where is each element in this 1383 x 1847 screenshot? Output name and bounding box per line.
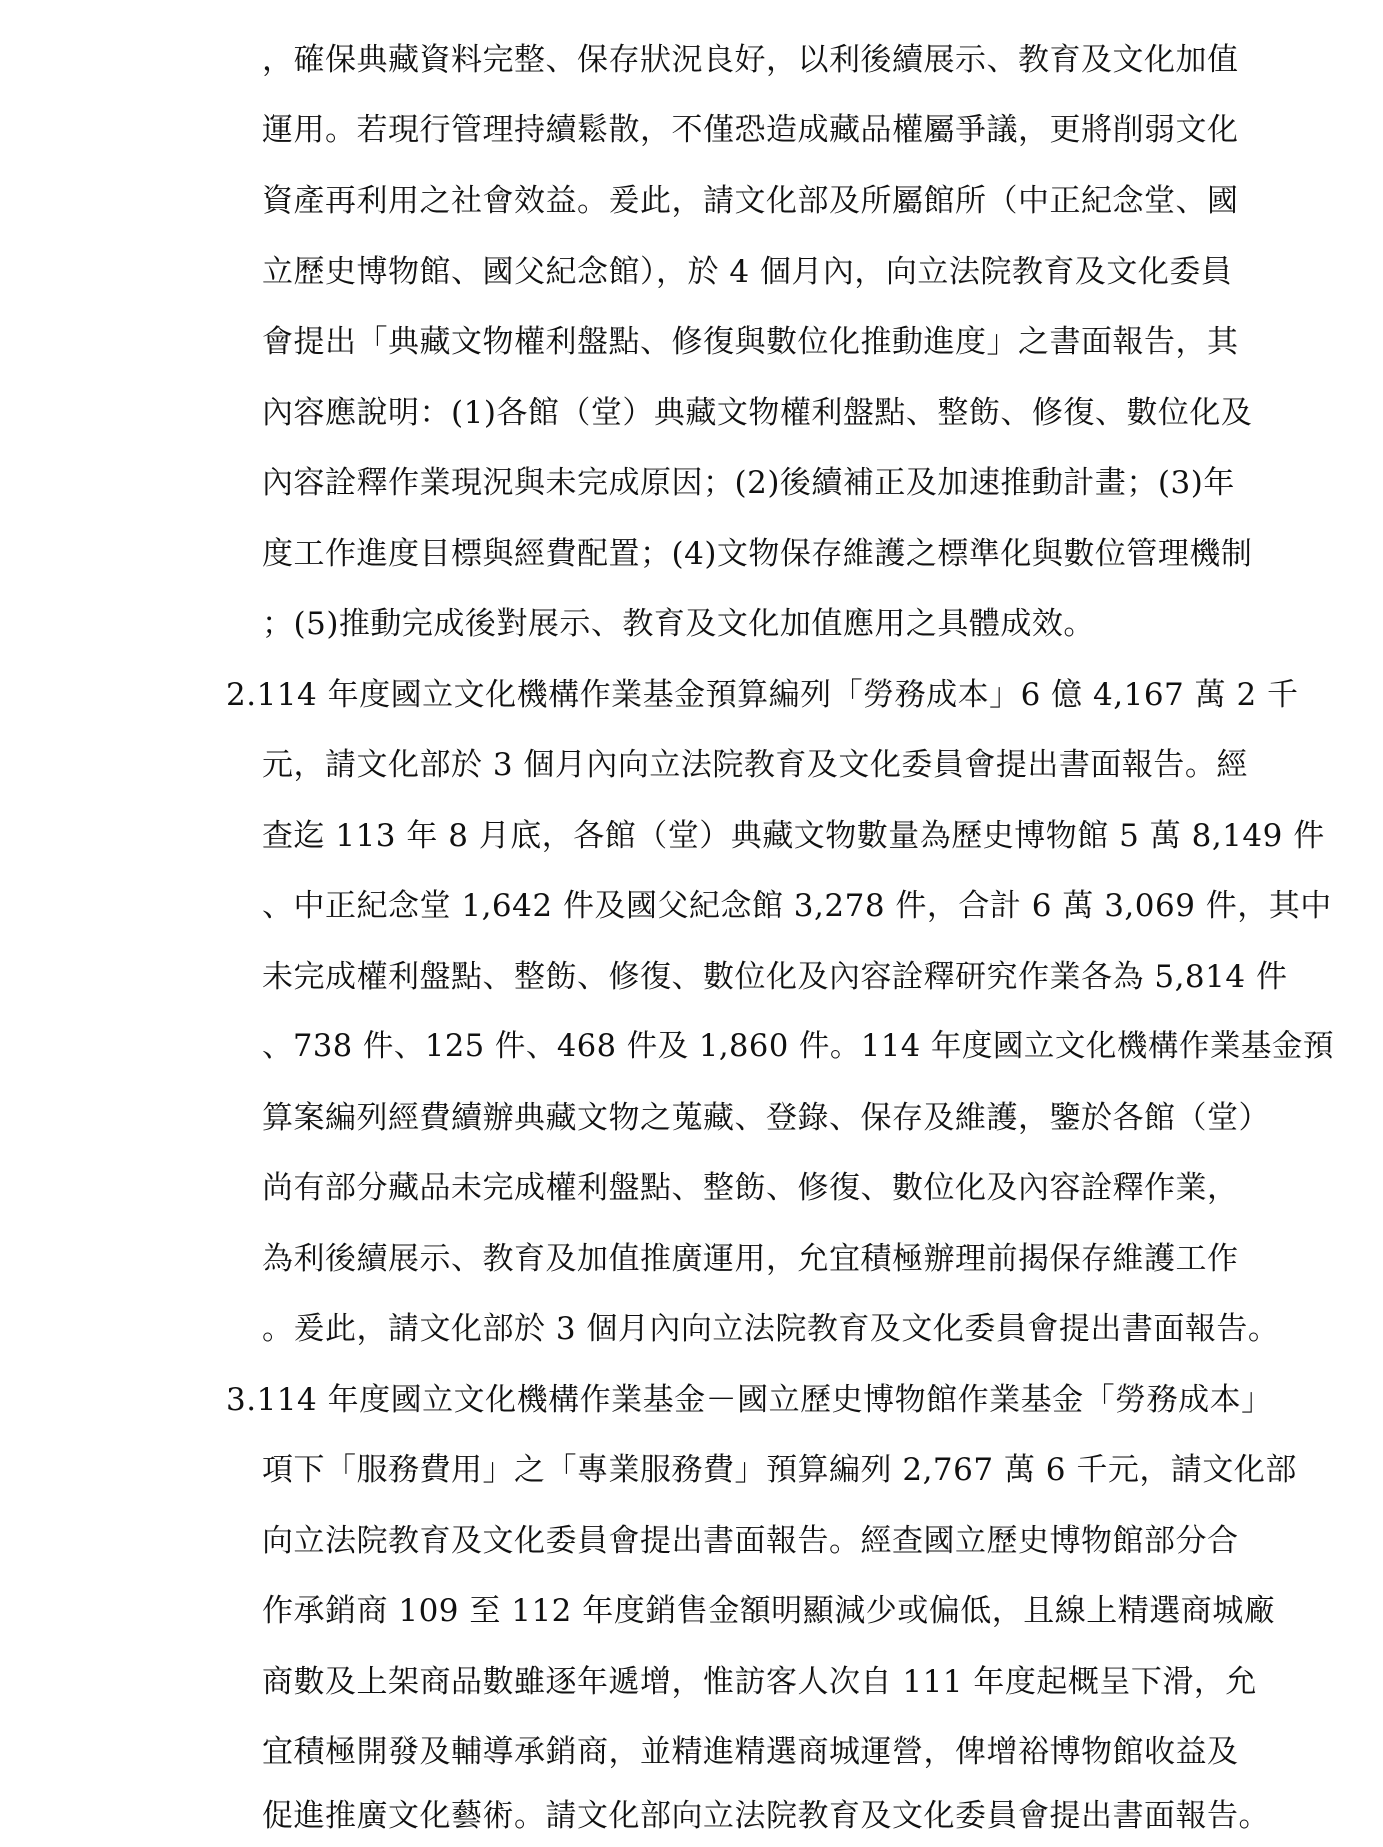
paragraph-3-line-7: 促進推廣文化藝術。請文化部向立法院教育及文化委員會提出書面報告。	[262, 1798, 1270, 1834]
paragraph-3-line-1: 3.114 年度國立文化機構作業基金－國立歷史博物館作業基金「勞務成本」	[226, 1382, 1273, 1418]
paragraph-1-line-9: ；(5)推動完成後對展示、教育及文化加值應用之具體成效。	[262, 606, 1095, 642]
paragraph-1-line-1: ，確保典藏資料完整、保存狀況良好，以利後續展示、教育及文化加值	[262, 42, 1239, 78]
paragraph-1-line-3: 資產再利用之社會效益。爰此，請文化部及所屬館所（中正紀念堂、國	[262, 183, 1239, 219]
paragraph-2-line-8: 尚有部分藏品未完成權利盤點、整飭、修復、數位化及內容詮釋作業，	[262, 1170, 1239, 1206]
paragraph-1-line-8: 度工作進度目標與經費配置；(4)文物保存維護之標準化與數位管理機制	[262, 536, 1253, 572]
paragraph-1-line-7: 內容詮釋作業現況與未完成原因；(2)後續補正及加速推動計畫；(3)年	[262, 465, 1235, 501]
paragraph-2-line-10: 。爰此，請文化部於 3 個月內向立法院教育及文化委員會提出書面報告。	[262, 1311, 1280, 1347]
paragraph-2-line-1: 2.114 年度國立文化機構作業基金預算編列「勞務成本」6 億 4,167 萬 2 千	[226, 677, 1299, 713]
paragraph-3-line-3: 向立法院教育及文化委員會提出書面報告。經查國立歷史博物館部分合	[262, 1523, 1239, 1559]
paragraph-2-line-7: 算案編列經費續辦典藏文物之蒐藏、登錄、保存及維護，鑒於各館（堂）	[262, 1100, 1270, 1136]
paragraph-3-line-4: 作承銷商 109 至 112 年度銷售金額明顯減少或偏低，且線上精選商城廠	[262, 1593, 1276, 1629]
paragraph-3-line-2: 項下「服務費用」之「專業服務費」預算編列 2,767 萬 6 千元，請文化部	[262, 1452, 1297, 1488]
paragraph-1-line-2: 運用。若現行管理持續鬆散，不僅恐造成藏品權屬爭議，更將削弱文化	[262, 112, 1239, 148]
paragraph-2-line-2: 元，請文化部於 3 個月內向立法院教育及文化委員會提出書面報告。經	[262, 747, 1248, 783]
paragraph-2-line-5: 未完成權利盤點、整飭、修復、數位化及內容詮釋研究作業各為 5,814 件	[262, 959, 1288, 995]
paragraph-1-line-4: 立歷史博物館、國父紀念館），於 4 個月內，向立法院教育及文化委員	[262, 254, 1233, 290]
paragraph-2-line-9: 為利後續展示、教育及加值推廣運用，允宜積極辦理前揭保存維護工作	[262, 1241, 1239, 1277]
paragraph-1-line-5: 會提出「典藏文物權利盤點、修復與數位化推動進度」之書面報告，其	[262, 324, 1239, 360]
paragraph-1-line-6: 內容應說明：(1)各館（堂）典藏文物權利盤點、整飭、修復、數位化及	[262, 395, 1253, 431]
paragraph-2-line-3: 查迄 113 年 8 月底，各館（堂）典藏文物數量為歷史博物館 5 萬 8,149 件	[262, 818, 1325, 854]
paragraph-2-line-4: 、中正紀念堂 1,642 件及國父紀念館 3,278 件，合計 6 萬 3,069 件，其中	[262, 888, 1332, 924]
paragraph-2-line-6: 、738 件、125 件、468 件及 1,860 件。114 年度國立文化機構作業基金預	[262, 1029, 1334, 1064]
paragraph-3-line-5: 商數及上架商品數雖逐年遞增，惟訪客人次自 111 年度起概呈下滑，允	[262, 1664, 1257, 1700]
paragraph-3-line-6: 宜積極開發及輔導承銷商，並精進精選商城運營，俾增裕博物館收益及	[262, 1734, 1239, 1770]
